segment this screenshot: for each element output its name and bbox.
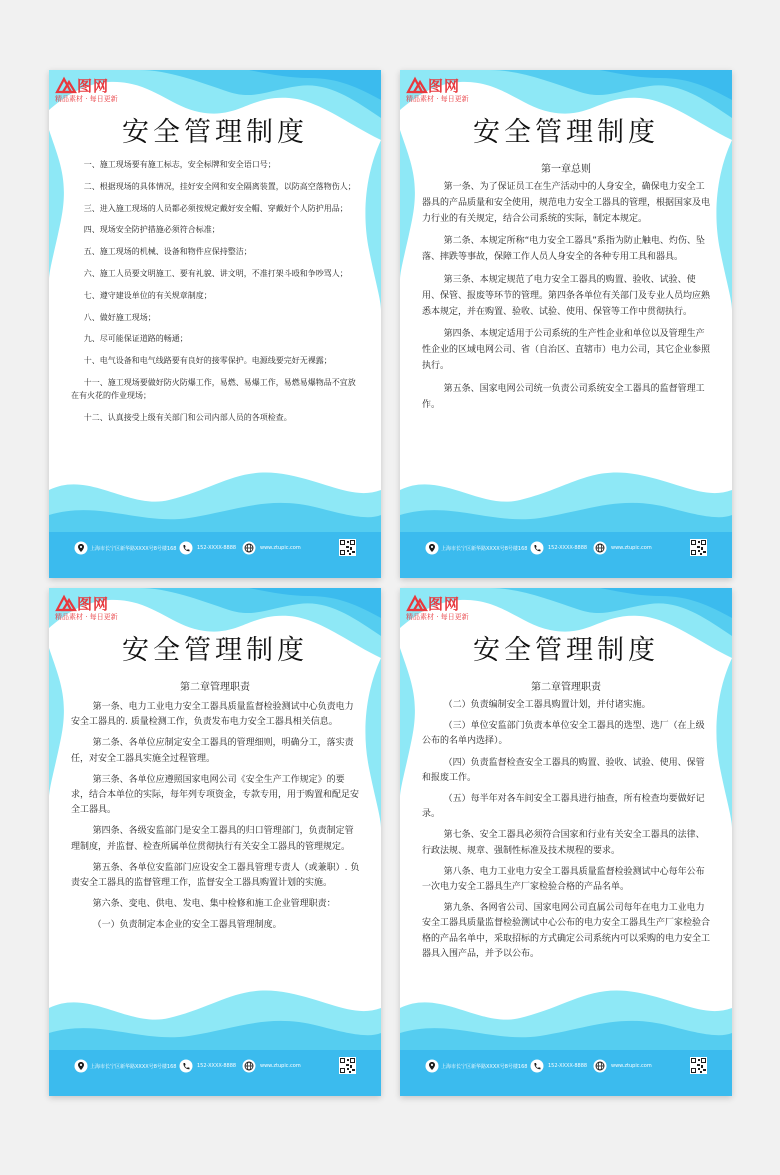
paragraph: 三、进入施工现场的人员都必须按规定戴好安全帽、穿戴好个人防护用品； <box>83 203 348 213</box>
footer-address: 上海市长宁区新华路XXXX号8号楼168 <box>441 546 528 552</box>
poster-title: 安全管理制度 <box>122 635 308 666</box>
paragraph: 第五条、国家电网公司统一负责公司系统安全工器具的监督管理工作。 <box>422 383 705 410</box>
footer-website: www.ztupic.com <box>611 1063 652 1069</box>
chapter-heading: 第二章管理职责 <box>180 682 250 693</box>
logo-slogan: 精品素材 · 每日更新 <box>55 613 118 621</box>
paragraph: 十一、施工现场要做好防火防爆工作，易燃、易爆工作，易燃易爆物品不宜放在有火花的作业现场； <box>71 377 356 401</box>
globe-icon <box>242 541 256 555</box>
chapter-heading: 第二章管理职责 <box>531 682 601 693</box>
footer-address: 上海市长宁区新华路XXXX号8号楼168 <box>441 1064 528 1070</box>
paragraph: 五、施工现场的机械、设备和物件应保持整洁； <box>83 247 252 257</box>
paragraph: 第六条、变电、供电、发电、集中检修和施工企业管理职责： <box>92 899 336 910</box>
logo-slogan: 精品素材 · 每日更新 <box>406 613 469 621</box>
footer-website: www.ztupic.com <box>611 545 652 551</box>
qr-code-icon <box>339 1057 356 1074</box>
globe-icon <box>593 541 607 555</box>
poster-footer <box>49 539 381 559</box>
logo-icon <box>55 76 77 94</box>
paragraph: 六、施工人员要文明施工、要有礼貌、讲文明，不准打架斗殴和争吵骂人； <box>83 268 348 278</box>
paragraph: 第一条、为了保证员工在生产活动中的人身安全，确保电力安全工器具的产品质量和安全使用，规范电力安全工器具的管理，根据国家及电力行业的有关规定，结合公司系统的实际，制定本规定。 <box>422 182 711 224</box>
paragraph: 四、现场安全防护措施必须符合标准； <box>83 225 220 235</box>
paragraph: 第七条、安全工器具必须符合国家和行业有关安全工器具的法律、行政法规、规章、强制性标准及技术规程的要求。 <box>422 830 705 856</box>
phone-icon <box>179 541 193 555</box>
chapter-heading: 第一章总则 <box>541 164 591 175</box>
phone-icon <box>530 1059 544 1073</box>
globe-icon <box>242 1059 256 1073</box>
paragraph: 第一条、电力工业电力安全工器具质量监督检验测试中心负责电力安全工器具的. 质量检测工作，负责发布电力安全工器具相关信息。 <box>71 702 354 728</box>
paragraph: （五）每半年对各车间安全工器具进行抽查，所有检查均要做好记录。 <box>422 794 705 820</box>
paragraph: （四）负责监督检查安全工器具的购置、验收、试验、使用、保管和报废工作。 <box>422 757 705 783</box>
poster-title: 安全管理制度 <box>473 117 659 148</box>
logo-name: 图网 <box>77 77 110 95</box>
poster-footer <box>49 1057 381 1077</box>
footer-website: www.ztupic.com <box>260 545 301 551</box>
paragraph: 第四条、本规定适用于公司系统的生产性企业和单位以及管理生产性企业的区域电网公司、省（自治区、直辖市）电力公司，其它企业参照执行。 <box>422 329 711 371</box>
poster-2 <box>400 70 732 578</box>
paragraph: 第二条、各单位应制定安全工器具的管理细则，明确分工，落实责任，对安全工器具实施全过程管理。 <box>71 738 354 764</box>
location-pin-icon <box>74 541 88 555</box>
logo-icon <box>406 594 428 612</box>
footer-address: 上海市长宁区新华路XXXX号8号楼168 <box>90 1064 177 1070</box>
logo-icon <box>406 76 428 94</box>
footer-address: 上海市长宁区新华路XXXX号8号楼168 <box>90 546 177 552</box>
poster-title: 安全管理制度 <box>122 117 308 148</box>
poster-1 <box>49 70 381 578</box>
footer-phone: 152-XXXX-8888 <box>197 1063 237 1069</box>
location-pin-icon <box>425 541 439 555</box>
poster-footer <box>400 539 732 559</box>
paragraph: 第九条、各网省公司、国家电网公司直属公司每年在电力工业电力安全工器具质量监督检验测试中心公布的电力安全工器具生产厂家检验合格的产品名单中，采取招标的方式确定公司系统内可以采购的电力安全工器具入围产品，并予以公布。 <box>422 903 711 959</box>
paragraph: 第四条、各级安监部门是安全工器具的归口管理部门，负责制定管理制度，并监督、检查所属单位贯彻执行有关安全工器具的管理规定。 <box>71 826 354 852</box>
paragraph: 十二、认真接受上级有关部门和公司内部人员的各项检查。 <box>83 413 292 423</box>
paragraph: 一、施工现场要有施工标志，安全标牌和安全语口号； <box>83 160 276 169</box>
paragraph: （一）负责制定本企业的安全工器具管理制度。 <box>92 920 282 931</box>
qr-code-icon <box>690 539 707 556</box>
footer-phone: 152-XXXX-8888 <box>548 1063 588 1069</box>
poster-body <box>71 158 361 433</box>
poster-title: 安全管理制度 <box>473 635 659 666</box>
paragraph: 九、尽可能保证道路的畅通； <box>83 334 188 344</box>
phone-icon <box>530 541 544 555</box>
paragraph: （三）单位安监部门负责本单位安全工器具的选型、选厂（在上级公布的名单内选择）。 <box>422 721 705 747</box>
brand-logo <box>406 76 486 106</box>
paragraph: 七、遵守建设单位的有关规章制度； <box>83 290 212 300</box>
paragraph: 第三条、本规定规范了电力安全工器具的购置、验收、试验、使用、保管、报废等环节的管理。第四条各单位有关部门及专业人员均应熟悉本规定，并在购置、验收、试验、使用、保管等工作中贯彻执行。 <box>422 274 711 317</box>
logo-icon <box>55 594 77 612</box>
poster-body <box>422 180 712 420</box>
paragraph: 第三条、各单位应遵照国家电网公司《安全生产工作规定》的要求，结合本单位的实际，每年列专项资金，专款专用，用于购置和配足安全工器具。 <box>71 774 360 816</box>
footer-phone: 152-XXXX-8888 <box>548 545 588 551</box>
paragraph: 二、根据现场的具体情况，挂好安全网和安全隔离装置，以防高空落物伤人； <box>83 181 356 191</box>
logo-slogan: 精品素材 · 每日更新 <box>406 95 469 103</box>
paragraph: 第八条、电力工业电力安全工器具质量监督检验测试中心每年公布一次电力安全工器具生产厂家检验合格的产品名单。 <box>422 866 705 893</box>
logo-name: 图网 <box>428 595 461 613</box>
poster-4 <box>400 588 732 1096</box>
paragraph: 第二条、本规定所称“电力安全工器具”系指为防止触电、灼伤、坠落、摔跌等事故，保障工作人员人身安全的各种专用工具和器具。 <box>422 236 705 263</box>
poster-body <box>422 698 712 968</box>
location-pin-icon <box>74 1059 88 1073</box>
poster-3 <box>49 588 381 1096</box>
brand-logo <box>406 594 486 624</box>
paragraph: 十、电气设备和电气线路要有良好的接零保护。电源线要完好无裸露； <box>83 356 332 366</box>
poster-footer <box>400 1057 732 1077</box>
location-pin-icon <box>425 1059 439 1073</box>
logo-name: 图网 <box>77 595 110 613</box>
globe-icon <box>593 1059 607 1073</box>
brand-logo <box>55 76 135 106</box>
qr-code-icon <box>339 539 356 556</box>
brand-logo <box>55 594 135 624</box>
footer-phone: 152-XXXX-8888 <box>197 545 237 551</box>
qr-code-icon <box>690 1057 707 1074</box>
phone-icon <box>179 1059 193 1073</box>
footer-website: www.ztupic.com <box>260 1063 301 1069</box>
paragraph: （二）负责编制安全工器具购置计划，并付诸实施。 <box>443 700 651 710</box>
logo-name: 图网 <box>428 77 461 95</box>
paragraph: 第五条、各单位安监部门应设安全工器具管理专责人（或兼职）. 负责安全工器具的监督管理工作，监督安全工器具购置计划的实施。 <box>71 862 360 889</box>
poster-body <box>71 700 361 940</box>
paragraph: 八、做好施工现场； <box>83 312 156 322</box>
logo-slogan: 精品素材 · 每日更新 <box>55 95 118 103</box>
